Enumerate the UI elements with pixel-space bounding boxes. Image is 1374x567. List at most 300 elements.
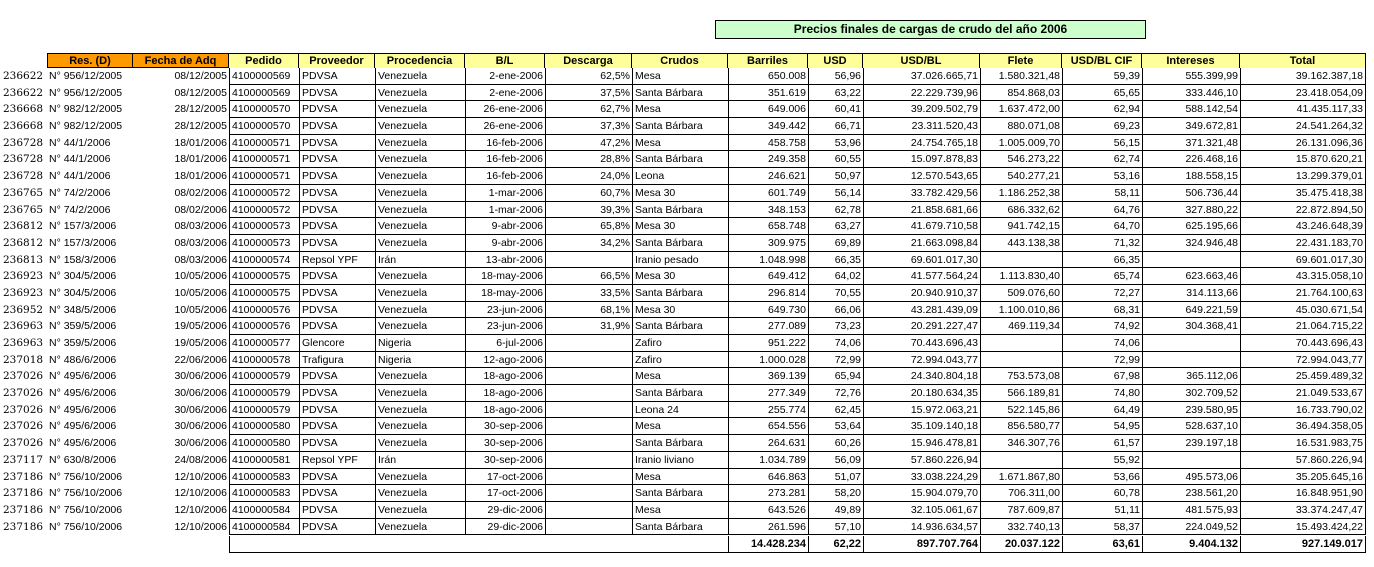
cell-pedido: 4100000577	[229, 335, 299, 352]
cell-fecha: 19/05/2006	[174, 337, 227, 349]
cell-proveedor: PDVSA	[299, 402, 375, 419]
cell-proveedor: PDVSA	[299, 302, 375, 319]
cell-usd-bl-cif: 61,57	[1062, 435, 1142, 452]
cell-flete: 1.580.321,48	[980, 68, 1062, 85]
cell-crudo: Zafiro	[632, 352, 728, 369]
cell-total: 33.374.247,47	[1240, 502, 1366, 519]
cell-flete: 566.189,81	[980, 385, 1062, 402]
cell-usd: 49,89	[808, 502, 863, 519]
cell-flete: 856.580,77	[980, 418, 1062, 435]
cell-proveedor: PDVSA	[299, 85, 375, 102]
table-row	[0, 118, 1374, 135]
cell-res: N° 157/3/2006	[49, 236, 117, 249]
cell-crudo: Iranio liviano	[632, 452, 728, 469]
cell-descarga: 47,2%	[545, 135, 632, 152]
cell-barriles: 273.281	[728, 485, 808, 502]
cell-bl: 16-feb-2006	[465, 151, 545, 168]
cell-res: N° 495/6/2006	[49, 437, 117, 450]
cell-pedido: 4100000583	[229, 469, 299, 486]
cell-proveedor: PDVSA	[299, 485, 375, 502]
cell-pedido: 4100000571	[229, 168, 299, 185]
cell-fecha: 19/05/2006	[174, 320, 227, 333]
cell-intereses	[1142, 252, 1240, 269]
total-usd: 62,22	[808, 536, 863, 553]
cell-procedencia: Venezuela	[375, 285, 465, 302]
cell-descarga: 24,0%	[545, 168, 632, 185]
table-row	[0, 85, 1374, 102]
cell-usd: 64,02	[808, 268, 863, 285]
cell-pedido: 4100000573	[229, 218, 299, 235]
cell-proveedor: PDVSA	[299, 268, 375, 285]
cell-barriles: 261.596	[728, 519, 808, 536]
cell-descarga	[545, 335, 632, 352]
cell-procedencia: Nigeria	[375, 335, 465, 352]
cell-total: 39.162.387,18	[1240, 68, 1366, 85]
cell-usd: 58,20	[808, 485, 863, 502]
cell-barriles: 264.631	[728, 435, 808, 452]
cell-total: 57.860.226,94	[1240, 452, 1366, 469]
cell-usd-bl: 72.994.043,77	[863, 352, 980, 369]
cell-id: 237018	[3, 353, 44, 366]
cell-barriles: 1.000.028	[728, 352, 808, 369]
cell-id: 237026	[3, 403, 44, 416]
cell-res: N° 304/5/2006	[49, 270, 117, 283]
cell-pedido: 4100000571	[229, 135, 299, 152]
cell-fecha: 08/03/2006	[174, 236, 227, 249]
cell-pedido: 4100000580	[229, 435, 299, 452]
cell-pedido: 4100000572	[229, 202, 299, 219]
cell-id: 237186	[3, 520, 44, 533]
cell-flete: 706.311,00	[980, 485, 1062, 502]
cell-fecha: 30/06/2006	[174, 420, 227, 433]
cell-proveedor: PDVSA	[299, 519, 375, 536]
cell-usd-bl: 69.601.017,30	[863, 252, 980, 269]
cell-crudo: Santa Bárbara	[632, 151, 728, 168]
cell-procedencia: Venezuela	[375, 385, 465, 402]
cell-intereses: 371.321,48	[1142, 135, 1240, 152]
cell-descarga: 65,8%	[545, 218, 632, 235]
cell-descarga: 66,5%	[545, 268, 632, 285]
cell-bl: 26-ene-2006	[465, 101, 545, 118]
cell-usd: 57,10	[808, 519, 863, 536]
cell-usd: 63,22	[808, 85, 863, 102]
cell-proveedor: PDVSA	[299, 418, 375, 435]
cell-pedido: 4100000576	[229, 318, 299, 335]
cell-total: 72.994.043,77	[1240, 352, 1366, 369]
cell-intereses	[1142, 335, 1240, 352]
cell-flete: 443.138,38	[980, 235, 1062, 252]
cell-proveedor: PDVSA	[299, 185, 375, 202]
cell-pedido: 4100000583	[229, 485, 299, 502]
cell-crudo: Mesa	[632, 68, 728, 85]
cell-usd: 72,99	[808, 352, 863, 369]
cell-total: 22.431.183,70	[1240, 235, 1366, 252]
cell-proveedor: Trafigura	[299, 352, 375, 369]
cell-barriles: 649.730	[728, 302, 808, 319]
cell-flete: 1.005.009,70	[980, 135, 1062, 152]
cell-pedido: 4100000579	[229, 385, 299, 402]
cell-descarga	[545, 452, 632, 469]
cell-usd: 70,55	[808, 285, 863, 302]
cell-descarga: 28,8%	[545, 151, 632, 168]
cell-id: 236765	[3, 203, 44, 216]
table-row	[0, 68, 1374, 85]
cell-usd: 50,97	[808, 168, 863, 185]
cell-procedencia: Venezuela	[375, 502, 465, 519]
table-row	[0, 502, 1374, 519]
cell-procedencia: Nigeria	[375, 352, 465, 369]
cell-bl: 23-jun-2006	[465, 318, 545, 335]
cell-usd: 62,45	[808, 402, 863, 419]
cell-crudo: Santa Bárbara	[632, 318, 728, 335]
cell-proveedor: PDVSA	[299, 285, 375, 302]
cell-fecha: 08/12/2005	[174, 70, 227, 82]
cell-fecha: 08/02/2006	[174, 203, 227, 216]
cell-proveedor: PDVSA	[299, 368, 375, 385]
cell-bl: 12-ago-2006	[465, 352, 545, 369]
header-procedencia: Procedencia	[375, 53, 465, 68]
cell-procedencia: Venezuela	[375, 85, 465, 102]
cell-usd-bl-cif: 58,11	[1062, 185, 1142, 202]
cell-crudo: Santa Bárbara	[632, 118, 728, 135]
cell-crudo: Mesa	[632, 101, 728, 118]
cell-flete: 1.113.830,40	[980, 268, 1062, 285]
cell-id: 237026	[3, 420, 44, 433]
cell-flete: 686.332,62	[980, 202, 1062, 219]
cell-barriles: 643.526	[728, 502, 808, 519]
cell-usd-bl: 41.679.710,58	[863, 218, 980, 235]
cell-intereses: 314.113,66	[1142, 285, 1240, 302]
cell-procedencia: Venezuela	[375, 202, 465, 219]
cell-usd-bl: 15.946.478,81	[863, 435, 980, 452]
cell-barriles: 649.006	[728, 101, 808, 118]
cell-descarga: 62,7%	[545, 101, 632, 118]
cell-flete: 540.277,21	[980, 168, 1062, 185]
cell-usd-bl: 20.940.910,37	[863, 285, 980, 302]
cell-res: N° 348/5/2006	[49, 303, 117, 316]
cell-descarga: 31,9%	[545, 318, 632, 335]
cell-total: 15.493.424,22	[1240, 519, 1366, 536]
cell-res: N° 982/12/2005	[49, 120, 123, 133]
cell-fecha: 18/01/2006	[174, 170, 227, 183]
cell-procedencia: Venezuela	[375, 368, 465, 385]
cell-total: 69.601.017,30	[1240, 252, 1366, 269]
cell-usd-bl-cif: 74,92	[1062, 318, 1142, 335]
cell-bl: 17-oct-2006	[465, 469, 545, 486]
cell-total: 21.764.100,63	[1240, 285, 1366, 302]
cell-intereses: 324.946,48	[1142, 235, 1240, 252]
total-barriles: 14.428.234	[728, 536, 808, 553]
cell-bl: 2-ene-2006	[465, 85, 545, 102]
cell-id: 236952	[3, 303, 44, 316]
cell-barriles: 349.442	[728, 118, 808, 135]
cell-id: 236923	[3, 270, 44, 283]
cell-bl: 1-mar-2006	[465, 202, 545, 219]
table-row	[0, 435, 1374, 452]
table-row	[0, 202, 1374, 219]
cell-crudo: Santa Bárbara	[632, 85, 728, 102]
cell-total: 16.531.983,75	[1240, 435, 1366, 452]
cell-res: N° 304/5/2006	[49, 286, 117, 299]
cell-intereses: 495.573,06	[1142, 469, 1240, 486]
cell-fecha: 22/06/2006	[174, 353, 227, 366]
cell-procedencia: Venezuela	[375, 318, 465, 335]
cell-pedido: 4100000575	[229, 285, 299, 302]
cell-barriles: 458.758	[728, 135, 808, 152]
table-row	[0, 485, 1374, 502]
cell-res: N° 44/1/2006	[49, 170, 111, 183]
cell-procedencia: Venezuela	[375, 418, 465, 435]
cell-barriles: 601.749	[728, 185, 808, 202]
cell-usd-bl-cif: 51,11	[1062, 502, 1142, 519]
cell-res: N° 495/6/2006	[49, 403, 117, 416]
cell-intereses: 528.637,10	[1142, 418, 1240, 435]
cell-procedencia: Venezuela	[375, 68, 465, 85]
cell-descarga	[545, 385, 632, 402]
cell-intereses: 238.561,20	[1142, 485, 1240, 502]
table-row	[0, 368, 1374, 385]
cell-pedido: 4100000579	[229, 402, 299, 419]
cell-flete: 1.637.472,00	[980, 101, 1062, 118]
cell-usd-bl: 23.311.520,43	[863, 118, 980, 135]
table-row	[0, 235, 1374, 252]
cell-barriles: 249.358	[728, 151, 808, 168]
total-usd-bl-cif: 63,61	[1062, 536, 1142, 553]
table-row	[0, 318, 1374, 335]
cell-total: 25.459.489,32	[1240, 368, 1366, 385]
cell-crudo: Santa Bárbara	[632, 235, 728, 252]
table-row	[0, 168, 1374, 185]
total-usd-bl: 897.707.764	[863, 536, 980, 553]
header-intereses: Intereses	[1142, 53, 1240, 68]
table-row	[0, 285, 1374, 302]
cell-barriles: 1.034.789	[728, 452, 808, 469]
cell-pedido: 4100000575	[229, 268, 299, 285]
cell-usd: 73,23	[808, 318, 863, 335]
cell-intereses: 506.736,44	[1142, 185, 1240, 202]
cell-barriles: 650.008	[728, 68, 808, 85]
header-usd-bl-cif: USD/BL CIF	[1062, 53, 1142, 68]
total-flete: 20.037.122	[980, 536, 1062, 553]
table-header	[0, 53, 1374, 68]
table-row	[0, 268, 1374, 285]
cell-id: 236728	[3, 136, 44, 149]
cell-bl: 30-sep-2006	[465, 418, 545, 435]
table-row	[0, 402, 1374, 419]
cell-usd-bl: 21.858.681,66	[863, 202, 980, 219]
cell-res: N° 44/1/2006	[49, 153, 111, 166]
cell-descarga	[545, 418, 632, 435]
table-row	[0, 151, 1374, 168]
cell-res: N° 956/12/2005	[49, 70, 123, 82]
cell-fecha: 08/12/2005	[174, 86, 227, 99]
cell-pedido: 4100000573	[229, 235, 299, 252]
cell-usd-bl-cif: 69,23	[1062, 118, 1142, 135]
cell-usd-bl: 20.291.227,47	[863, 318, 980, 335]
cell-crudo: Santa Bárbara	[632, 285, 728, 302]
cell-intereses: 649.221,59	[1142, 302, 1240, 319]
cell-fecha: 10/05/2006	[174, 270, 227, 283]
cell-procedencia: Venezuela	[375, 402, 465, 419]
cell-usd-bl-cif: 68,31	[1062, 302, 1142, 319]
header-total: Total	[1240, 53, 1366, 68]
cell-id: 236728	[3, 153, 44, 166]
cell-pedido: 4100000581	[229, 452, 299, 469]
cell-total: 43.315.058,10	[1240, 268, 1366, 285]
cell-res: N° 756/10/2006	[49, 520, 123, 533]
cell-descarga: 68,1%	[545, 302, 632, 319]
total-total: 927.149.017	[1240, 536, 1366, 553]
cell-fecha: 28/12/2005	[174, 103, 227, 116]
cell-id: 236668	[3, 103, 44, 116]
cell-descarga	[545, 435, 632, 452]
table-row	[0, 519, 1374, 536]
cell-usd-bl-cif: 66,35	[1062, 252, 1142, 269]
cell-intereses: 555.399,99	[1142, 68, 1240, 85]
cell-barriles: 309.975	[728, 235, 808, 252]
cell-usd-bl-cif: 62,74	[1062, 151, 1142, 168]
cell-barriles: 658.748	[728, 218, 808, 235]
cell-bl: 18-may-2006	[465, 285, 545, 302]
cell-id: 237186	[3, 503, 44, 516]
cell-res: N° 359/5/2006	[49, 337, 117, 349]
cell-crudo: Santa Bárbara	[632, 435, 728, 452]
cell-procedencia: Venezuela	[375, 218, 465, 235]
cell-bl: 30-sep-2006	[465, 452, 545, 469]
cell-id: 237186	[3, 470, 44, 483]
cell-fecha: 30/06/2006	[174, 437, 227, 450]
cell-usd-bl-cif: 64,76	[1062, 202, 1142, 219]
cell-barriles: 277.089	[728, 318, 808, 335]
cell-usd: 53,96	[808, 135, 863, 152]
cell-flete: 1.100.010,86	[980, 302, 1062, 319]
cell-usd-bl-cif: 58,37	[1062, 519, 1142, 536]
cell-proveedor: PDVSA	[299, 68, 375, 85]
cell-intereses: 365.112,06	[1142, 368, 1240, 385]
cell-usd: 56,14	[808, 185, 863, 202]
cell-bl: 23-jun-2006	[465, 302, 545, 319]
cell-proveedor: Repsol YPF	[299, 252, 375, 269]
cell-crudo: Mesa	[632, 469, 728, 486]
cell-flete	[980, 252, 1062, 269]
header-res: Res. (D)	[47, 53, 133, 68]
header-fecha: Fecha de Adq	[133, 53, 229, 68]
cell-descarga	[545, 502, 632, 519]
cell-procedencia: Venezuela	[375, 185, 465, 202]
cell-usd: 63,27	[808, 218, 863, 235]
cell-pedido: 4100000579	[229, 368, 299, 385]
cell-usd-bl-cif: 65,65	[1062, 85, 1142, 102]
cell-usd-bl-cif: 55,92	[1062, 452, 1142, 469]
cell-usd: 74,06	[808, 335, 863, 352]
cell-proveedor: PDVSA	[299, 202, 375, 219]
cell-usd: 69,89	[808, 235, 863, 252]
cell-total: 24.541.264,32	[1240, 118, 1366, 135]
cell-pedido: 4100000570	[229, 118, 299, 135]
totals-row	[0, 536, 1374, 553]
cell-proveedor: PDVSA	[299, 235, 375, 252]
cell-proveedor: PDVSA	[299, 135, 375, 152]
cell-usd-bl: 70.443.696,43	[863, 335, 980, 352]
cell-usd-bl: 41.577.564,24	[863, 268, 980, 285]
cell-fecha: 30/06/2006	[174, 387, 227, 400]
cell-id: 236728	[3, 170, 44, 183]
table-row	[0, 452, 1374, 469]
cell-pedido: 4100000584	[229, 519, 299, 536]
cell-usd-bl: 15.097.878,83	[863, 151, 980, 168]
cell-usd: 56,96	[808, 68, 863, 85]
header-pedido: Pedido	[229, 53, 299, 68]
cell-total: 16.848.951,90	[1240, 485, 1366, 502]
cell-usd: 53,64	[808, 418, 863, 435]
cell-fecha: 08/03/2006	[174, 220, 227, 233]
cell-id: 236668	[3, 120, 44, 133]
cell-procedencia: Irán	[375, 452, 465, 469]
cell-descarga: 33,5%	[545, 285, 632, 302]
cell-id: 237026	[3, 387, 44, 400]
cell-id: 236765	[3, 186, 44, 199]
table-row	[0, 302, 1374, 319]
cell-procedencia: Venezuela	[375, 135, 465, 152]
cell-usd: 60,41	[808, 101, 863, 118]
cell-crudo: Zafiro	[632, 335, 728, 352]
cell-pedido: 4100000576	[229, 302, 299, 319]
cell-res: N° 158/3/2006	[49, 253, 117, 266]
cell-proveedor: PDVSA	[299, 101, 375, 118]
cell-intereses: 188.558,15	[1142, 168, 1240, 185]
cell-res: N° 956/12/2005	[49, 86, 123, 99]
cell-total: 70.443.696,43	[1240, 335, 1366, 352]
cell-intereses: 327.880,22	[1142, 202, 1240, 219]
cell-procedencia: Venezuela	[375, 168, 465, 185]
cell-proveedor: PDVSA	[299, 151, 375, 168]
cell-fecha: 28/12/2005	[174, 120, 227, 133]
cell-crudo: Mesa	[632, 418, 728, 435]
cell-barriles: 255.774	[728, 402, 808, 419]
cell-usd-bl: 20.180.634,35	[863, 385, 980, 402]
cell-flete: 1.186.252,38	[980, 185, 1062, 202]
cell-intereses: 226.468,16	[1142, 151, 1240, 168]
cell-usd-bl: 21.663.098,84	[863, 235, 980, 252]
cell-barriles: 1.048.998	[728, 252, 808, 269]
cell-id: 236923	[3, 286, 44, 299]
cell-id: 237026	[3, 370, 44, 383]
cell-barriles: 369.139	[728, 368, 808, 385]
cell-barriles: 246.621	[728, 168, 808, 185]
cell-barriles: 951.222	[728, 335, 808, 352]
cell-bl: 18-may-2006	[465, 268, 545, 285]
cell-id: 236812	[3, 236, 44, 249]
cell-usd-bl-cif: 64,49	[1062, 402, 1142, 419]
cell-descarga: 37,3%	[545, 118, 632, 135]
cell-bl: 29-dic-2006	[465, 502, 545, 519]
cell-fecha: 10/05/2006	[174, 303, 227, 316]
cell-total: 45.030.671,54	[1240, 302, 1366, 319]
cell-bl: 18-ago-2006	[465, 368, 545, 385]
cell-descarga: 60,7%	[545, 185, 632, 202]
cell-bl: 30-sep-2006	[465, 435, 545, 452]
cell-descarga	[545, 402, 632, 419]
cell-proveedor: Glencore	[299, 335, 375, 352]
cell-pedido: 4100000572	[229, 185, 299, 202]
table-row	[0, 335, 1374, 352]
cell-res: N° 44/1/2006	[49, 136, 111, 149]
cell-res: N° 756/10/2006	[49, 487, 123, 500]
cell-procedencia: Venezuela	[375, 469, 465, 486]
cell-proveedor: PDVSA	[299, 469, 375, 486]
cell-bl: 1-mar-2006	[465, 185, 545, 202]
cell-usd: 51,07	[808, 469, 863, 486]
